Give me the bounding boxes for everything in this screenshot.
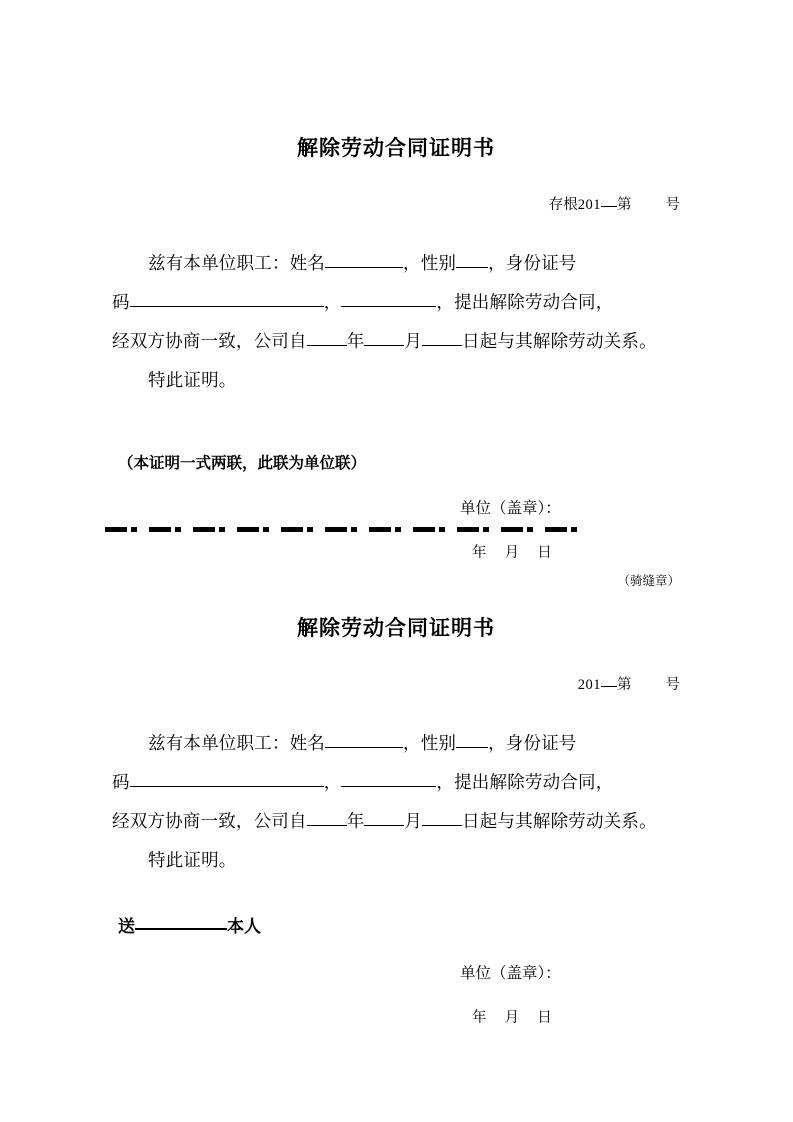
copy-2-send-blank[interactable] [135,910,227,930]
copy-2-body-line-2 [112,763,680,802]
copy-1-title: 解除劳动合同证明书 [297,136,495,160]
copy-1-sex-blank[interactable] [456,249,488,268]
copy-1-year-blank[interactable] [307,327,347,346]
copy-1-signature-unit: 单位（盖章）： [460,500,561,518]
copy-2-ref-year: 201 [577,676,601,693]
copy-2-send-prefix: 送 [118,917,135,937]
copy-2-line2-b: ， [323,772,342,793]
copy-1-line3-c: 月 [404,331,423,352]
copy-2-ref-year-blank[interactable] [601,686,617,687]
copy-1-line3-b: 年 [346,331,365,352]
copy-2-line2-c: ，提出解除劳动合同， [436,772,614,793]
copy-1-line1-c: ，身份证号 [488,253,577,274]
copy-1-ref-year: 201 [577,196,601,213]
perforation-line-mask [105,527,583,532]
copy-1-note: （本证明一式两联，此联为单位联） [118,455,367,473]
copy-1-day-blank[interactable] [422,327,462,346]
copy-1-line2-a: 码 [112,292,130,313]
copy-1-ref-number-label: 第 [617,196,632,213]
copy-2-reason-blank[interactable] [341,768,436,787]
copy-2-send-suffix: 本人 [227,917,261,937]
copy-1-id-blank[interactable] [130,288,324,307]
copy-2-day-blank[interactable] [422,807,462,826]
copy-1-signature-date: 年 月 日 [472,544,552,561]
copy-2-line3-d: 日起与其解除劳动关系。 [462,811,657,832]
copy-1-seal-note: （骑缝章） [617,574,680,589]
copy-1-block [112,136,680,589]
copy-2-line1-c: ，身份证号 [488,733,577,754]
copy-1-line3-a: 经双方协商一致，公司自 [112,331,307,352]
copy-2-year-blank[interactable] [307,807,347,826]
copy-1-ref-prefix: 存根 [548,196,578,213]
copy-2-block [112,616,680,1028]
copy-1-line2-b: ， [323,292,342,313]
copy-2-line2-a: 码 [112,772,130,793]
copy-2-line1-b: ，性别 [403,733,457,754]
copy-2-ref-number-suffix: 号 [665,676,680,693]
copy-1-month-blank[interactable] [364,327,404,346]
copy-1-line1-b: ，性别 [403,253,457,274]
copy-1-ref-year-blank[interactable] [601,206,617,207]
copy-2-line3-b: 年 [346,811,365,832]
copy-1-line1-a: 兹有本单位职工：姓名 [148,253,325,274]
copy-2-line4: 特此证明。 [148,850,237,871]
copy-1-body-line-1 [112,244,680,283]
copy-1-reference [112,173,680,238]
copy-1-line4: 特此证明。 [148,370,237,391]
copy-2-body-line-3 [112,802,680,841]
copy-1-body-line-2 [112,283,680,322]
copy-2-body-line-1 [112,724,680,763]
copy-1-line2-c: ，提出解除劳动合同， [436,292,614,313]
copy-2-title: 解除劳动合同证明书 [297,616,495,640]
copy-2-signature-date: 年 月 日 [472,1009,552,1026]
copy-2-line3-a: 经双方协商一致，公司自 [112,811,307,832]
copy-2-signature-unit: 单位（盖章）： [460,965,561,983]
copy-1-reason-blank[interactable] [341,288,436,307]
copy-2-send-line [118,910,680,939]
copy-1-ref-number-suffix: 号 [665,196,680,213]
copy-2-reference [112,653,680,718]
copy-1-line3-d: 日起与其解除劳动关系。 [462,331,657,352]
copy-2-sex-blank[interactable] [456,729,488,748]
copy-1-name-blank[interactable] [325,249,403,268]
copy-2-line3-c: 月 [404,811,423,832]
copy-2-name-blank[interactable] [325,729,403,748]
copy-2-line1-a: 兹有本单位职工：姓名 [148,733,325,754]
copy-1-body-line-3 [112,322,680,361]
copy-2-ref-number-label: 第 [617,676,632,693]
copy-2-id-blank[interactable] [130,768,324,787]
copy-1-body-line-4 [112,361,680,400]
copy-2-month-blank[interactable] [364,807,404,826]
copy-2-body-line-4 [112,841,680,880]
